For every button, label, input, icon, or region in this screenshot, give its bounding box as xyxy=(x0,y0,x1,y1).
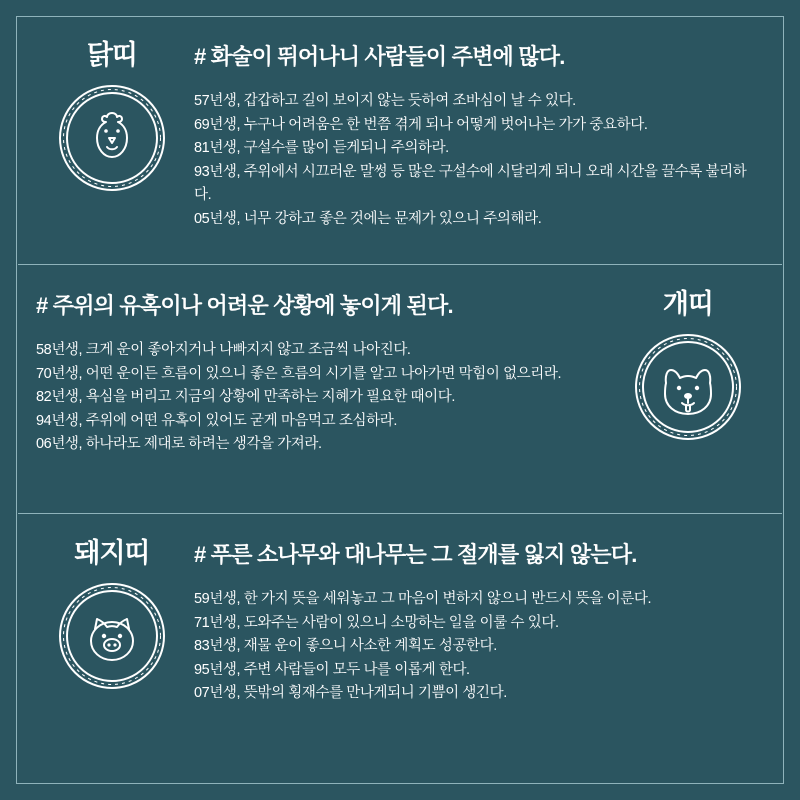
fortune-line: 69년생, 누구나 어려움은 한 번쯤 겪게 되나 어떻게 벗어나는 가가 중요하다. xyxy=(194,116,648,133)
fortune-line: 95년생, 주변 사람들이 모두 나를 이롭게 한다. xyxy=(194,661,470,678)
fortune-lines-pig xyxy=(194,588,758,705)
fortune-line: 83년생, 재물 운이 좋으니 사소한 계획도 성공한다. xyxy=(194,638,497,655)
fortune-line: 58년생, 크게 운이 좋아지거나 나빠지지 않고 조금씩 나아진다. xyxy=(36,342,411,359)
dog-text-column xyxy=(36,275,612,457)
zodiac-label-pig: 돼지띠 xyxy=(74,538,150,568)
dog-emblem-column xyxy=(612,275,764,442)
fortune-line: 57년생, 갑갑하고 길이 보이지 않는 듯하여 조바심이 날 수 있다. xyxy=(194,93,576,110)
rooster-medal-icon xyxy=(57,83,167,193)
fortune-line: 05년생, 너무 강하고 좋은 것에는 문제가 있으니 주의해라. xyxy=(194,210,542,227)
headline-rooster: # 화술이 뛰어나니 사람들이 주변에 많다. xyxy=(194,44,565,69)
fortune-line: 59년생, 한 가지 뜻을 세워놓고 그 마음이 변하지 않으니 반드시 뜻을 이룬다. xyxy=(194,591,652,608)
headline-dog: # 주위의 유혹이나 어려운 상황에 놓이게 된다. xyxy=(36,293,453,318)
pig-emblem-column xyxy=(36,524,188,691)
fortune-line: 07년생, 뜻밖의 횡재수를 만나게되니 기쁨이 생긴다. xyxy=(194,685,507,702)
fortune-line: 82년생, 욕심을 버리고 지금의 상황에 만족하는 지혜가 필요한 때이다. xyxy=(36,389,456,406)
section-pig xyxy=(18,514,782,764)
zodiac-label-dog: 개띠 xyxy=(662,289,714,319)
fortune-line: 70년생, 어떤 운이든 흐름이 있으니 좋은 흐름의 시기를 알고 나아가면 막힘이 없으리라. xyxy=(36,365,562,382)
fortune-line: 93년생, 주위에서 시끄러운 말썽 등 많은 구설수에 시달리게 되니 오래 시간을 끌수록 불리하다. xyxy=(194,163,747,204)
fortune-line: 71년생, 도와주는 사람이 있으니 소망하는 일을 이룰 수 있다. xyxy=(194,614,559,631)
fortune-line: 81년생, 구설수를 많이 듣게되니 주의하라. xyxy=(194,140,449,157)
dog-medal-icon xyxy=(633,332,743,442)
section-rooster xyxy=(18,16,782,264)
pig-text-column xyxy=(188,524,764,706)
fortune-lines-dog xyxy=(36,339,606,456)
fortune-lines-rooster xyxy=(194,90,758,231)
fortune-line: 94년생, 주위에 어떤 유혹이 있어도 굳게 마음먹고 조심하라. xyxy=(36,412,397,429)
headline-pig: # 푸른 소나무와 대나무는 그 절개를 잃지 않는다. xyxy=(194,542,637,567)
rooster-text-column xyxy=(188,26,764,231)
section-dog xyxy=(18,265,782,513)
pig-medal-icon xyxy=(57,581,167,691)
rooster-emblem-column xyxy=(36,26,188,193)
zodiac-label-rooster: 닭띠 xyxy=(86,40,138,70)
fortune-line: 06년생, 하나라도 제대로 하려는 생각을 가져라. xyxy=(36,436,322,453)
